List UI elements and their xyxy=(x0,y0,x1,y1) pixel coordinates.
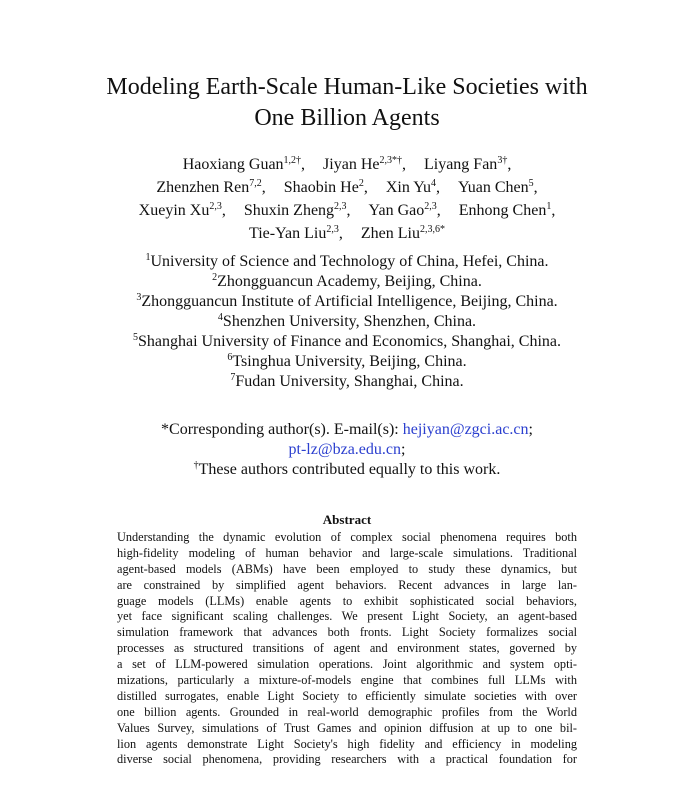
paper-title xyxy=(40,72,654,134)
affiliation-list xyxy=(40,252,654,392)
email-link-1[interactable]: hejiyan@zgci.ac.cn xyxy=(402,421,529,438)
abstract-line: Understanding the dynamic evolution of complex social phenomena requires both xyxy=(117,530,577,544)
affiliation: $^2$Zhongguancun Academy, Beijing, China. xyxy=(212,272,482,290)
email-link-2[interactable]: pt-lz@bza.edu.cn xyxy=(288,441,401,458)
author: Enhong Chen$^1$, xyxy=(458,201,556,219)
abstract-line: distilled surrogates, enable Light Society to efficiently simulate societies with over xyxy=(117,688,577,703)
author: Zhenzhen Ren$^{7,2}$, xyxy=(156,178,266,196)
abstract-line: guage models (LLMs) enable agents to exhibit sophisticated social behaviors, xyxy=(117,593,577,608)
author: Shaobin He$^2$, xyxy=(283,178,368,196)
abstract-line: yet face significant scaling challenges. We present Light Society, an agent-based xyxy=(117,609,577,624)
correspondence-line: *Corresponding author(s). E-mail(s): hejiyan@zgci.ac.cn; xyxy=(161,421,533,438)
author: Yuan Chen$^5$, xyxy=(458,178,538,196)
author: Tie-Yan Liu$^{2,3}$, xyxy=(249,224,343,242)
affiliation: $^1$University of Science and Technology of China, Hefei, China. xyxy=(145,252,549,270)
author-line-2 xyxy=(50,176,644,199)
affiliation: $^4$Shenzhen University, Shenzhen, China. xyxy=(217,312,477,330)
author: Zhen Liu$^{2,3,6*}$ xyxy=(360,224,445,242)
title-line-1: Modeling Earth-Scale Human-Like Societies with xyxy=(106,74,588,100)
abstract-line: Values Survey, simulations of Trust Games and opinion diffusion at up to one bil- xyxy=(117,720,577,735)
author-line-3 xyxy=(50,199,644,222)
author: Yan Gao$^{2,3}$, xyxy=(368,201,441,219)
abstract-line: mizations, particularly a mixture-of-models engine that combines full LLMs with xyxy=(117,673,577,688)
author: Jiyan $He^{2,3*\dagger}$, xyxy=(323,155,406,173)
affiliation: $^6$Tsinghua University, Beijing, China. xyxy=(227,352,467,370)
author-line-4 xyxy=(50,222,644,245)
abstract-line: a set of LLM-powered simulation operations. Joint algorithmic and system opti- xyxy=(117,657,577,672)
abstract-line: are constrained by simplified agent behaviors. Recent advances in large lan- xyxy=(117,577,577,592)
abstract-line: one billion agents. Grounded in real-world demographic profiles from the World xyxy=(117,704,577,719)
author: Liyang Fan$^{3\dagger}$, xyxy=(423,155,512,173)
author: Haoxiang Guan$^{1,2\dagger}$, xyxy=(182,155,306,173)
abstract-line: diverse social phenomena, providing researchers with a practical foundation for xyxy=(117,752,577,767)
abstract-heading: Abstract xyxy=(322,512,372,527)
author: Shuxin Zheng$^{2,3}$, xyxy=(243,201,351,219)
author: Xueyin Xu$^{2,3}$, xyxy=(138,201,226,219)
correspondence-line-2: pt-lz@bza.edu.cn; xyxy=(288,441,406,458)
affiliation: $^7$Fudan University, Shanghai, China. xyxy=(230,372,464,390)
equal-contribution-note: †These authors contributed equally to this work. xyxy=(193,460,501,478)
affiliation: $^3$Zhongguancun Institute of Artificial Intelligence, Beijing, China. xyxy=(136,292,558,310)
abstract-line: lion agents demonstrate Light Society's high fidelity and efficiency in modeling xyxy=(117,736,577,751)
author: Xin Yu$^4$, xyxy=(385,178,440,196)
abstract-line: high-fidelity modeling of human behavior and large-scale simulations. Traditional xyxy=(117,545,577,560)
abstract-line: processes as structured transitions of agent and environment states, governed by xyxy=(117,641,577,656)
affiliation: $^5$Shanghai University of Finance and Economics, Shanghai, China. xyxy=(132,332,562,350)
author-list xyxy=(50,153,644,245)
abstract-line: agent-based models (ABMs) have been employed to study these dynamics, but xyxy=(117,561,577,576)
author-line-1 xyxy=(50,153,644,176)
correspondence-block xyxy=(40,420,654,480)
title-line-2: One Billion Agents xyxy=(254,105,440,131)
abstract-body xyxy=(117,530,577,768)
abstract-line: simulation framework that advances both fronts. Light Society formalizes social xyxy=(117,625,577,640)
